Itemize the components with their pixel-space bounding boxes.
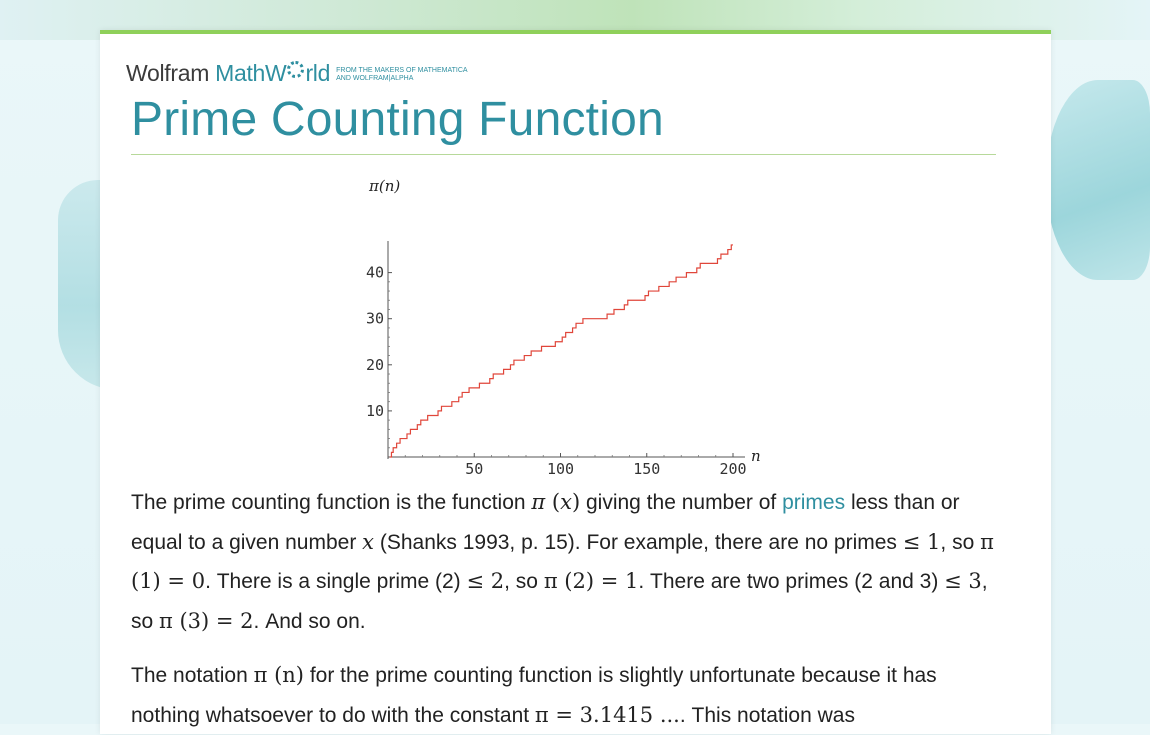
chart-ticks bbox=[366, 264, 747, 478]
prime-counting-chart bbox=[340, 169, 780, 478]
page-title: Prime Counting Function bbox=[131, 93, 664, 146]
chart-axes bbox=[388, 241, 745, 459]
x-tick-label: 50 bbox=[465, 460, 484, 478]
logo-wolfram-text: Wolfram bbox=[126, 60, 210, 86]
primes-link[interactable]: primes bbox=[782, 491, 846, 514]
chart-series bbox=[390, 245, 733, 457]
x-tick-label: 100 bbox=[546, 460, 575, 478]
prime-count-step-line bbox=[390, 245, 733, 457]
content-card bbox=[100, 30, 1051, 734]
y-tick-label: 10 bbox=[365, 401, 384, 420]
title-divider bbox=[131, 154, 996, 155]
mathworld-logo[interactable] bbox=[126, 60, 468, 87]
intro-paragraph: The prime counting function is the function π (x) giving the number of primes less than or equal to a given number x (Shanks 1993, p. 15). For example, there are no primes ≤ 1, so π (1) = 0. There is a single prime (2) ≤ 2, so π (2) = 1. There are two primes (2 and 3) ≤ 3, so π (3) = 2. And so on. bbox=[131, 490, 994, 633]
logo-tagline: FROM THE MAKERS OF MATHEMATICA AND WOLFRAM|ALPHA bbox=[336, 67, 468, 82]
gear-icon bbox=[287, 61, 304, 78]
x-tick-label: 150 bbox=[633, 460, 661, 478]
notation-paragraph: The notation π (n) for the prime counting function is slightly unfortunate because it has nothing whatsoever to do with the constant π = 3.1415 .... This notation was bbox=[131, 663, 937, 727]
background-decoration-right bbox=[1046, 80, 1150, 280]
chart-svg bbox=[340, 169, 780, 478]
y-tick-label: 30 bbox=[365, 309, 384, 328]
x-axis-label: n bbox=[751, 447, 761, 465]
y-tick-label: 20 bbox=[365, 355, 384, 374]
y-tick-label: 40 bbox=[365, 263, 384, 282]
y-axis-label: π(n) bbox=[369, 177, 401, 195]
logo-mathworld-text: MathW rld bbox=[215, 60, 331, 86]
x-tick-label: 200 bbox=[719, 460, 747, 478]
